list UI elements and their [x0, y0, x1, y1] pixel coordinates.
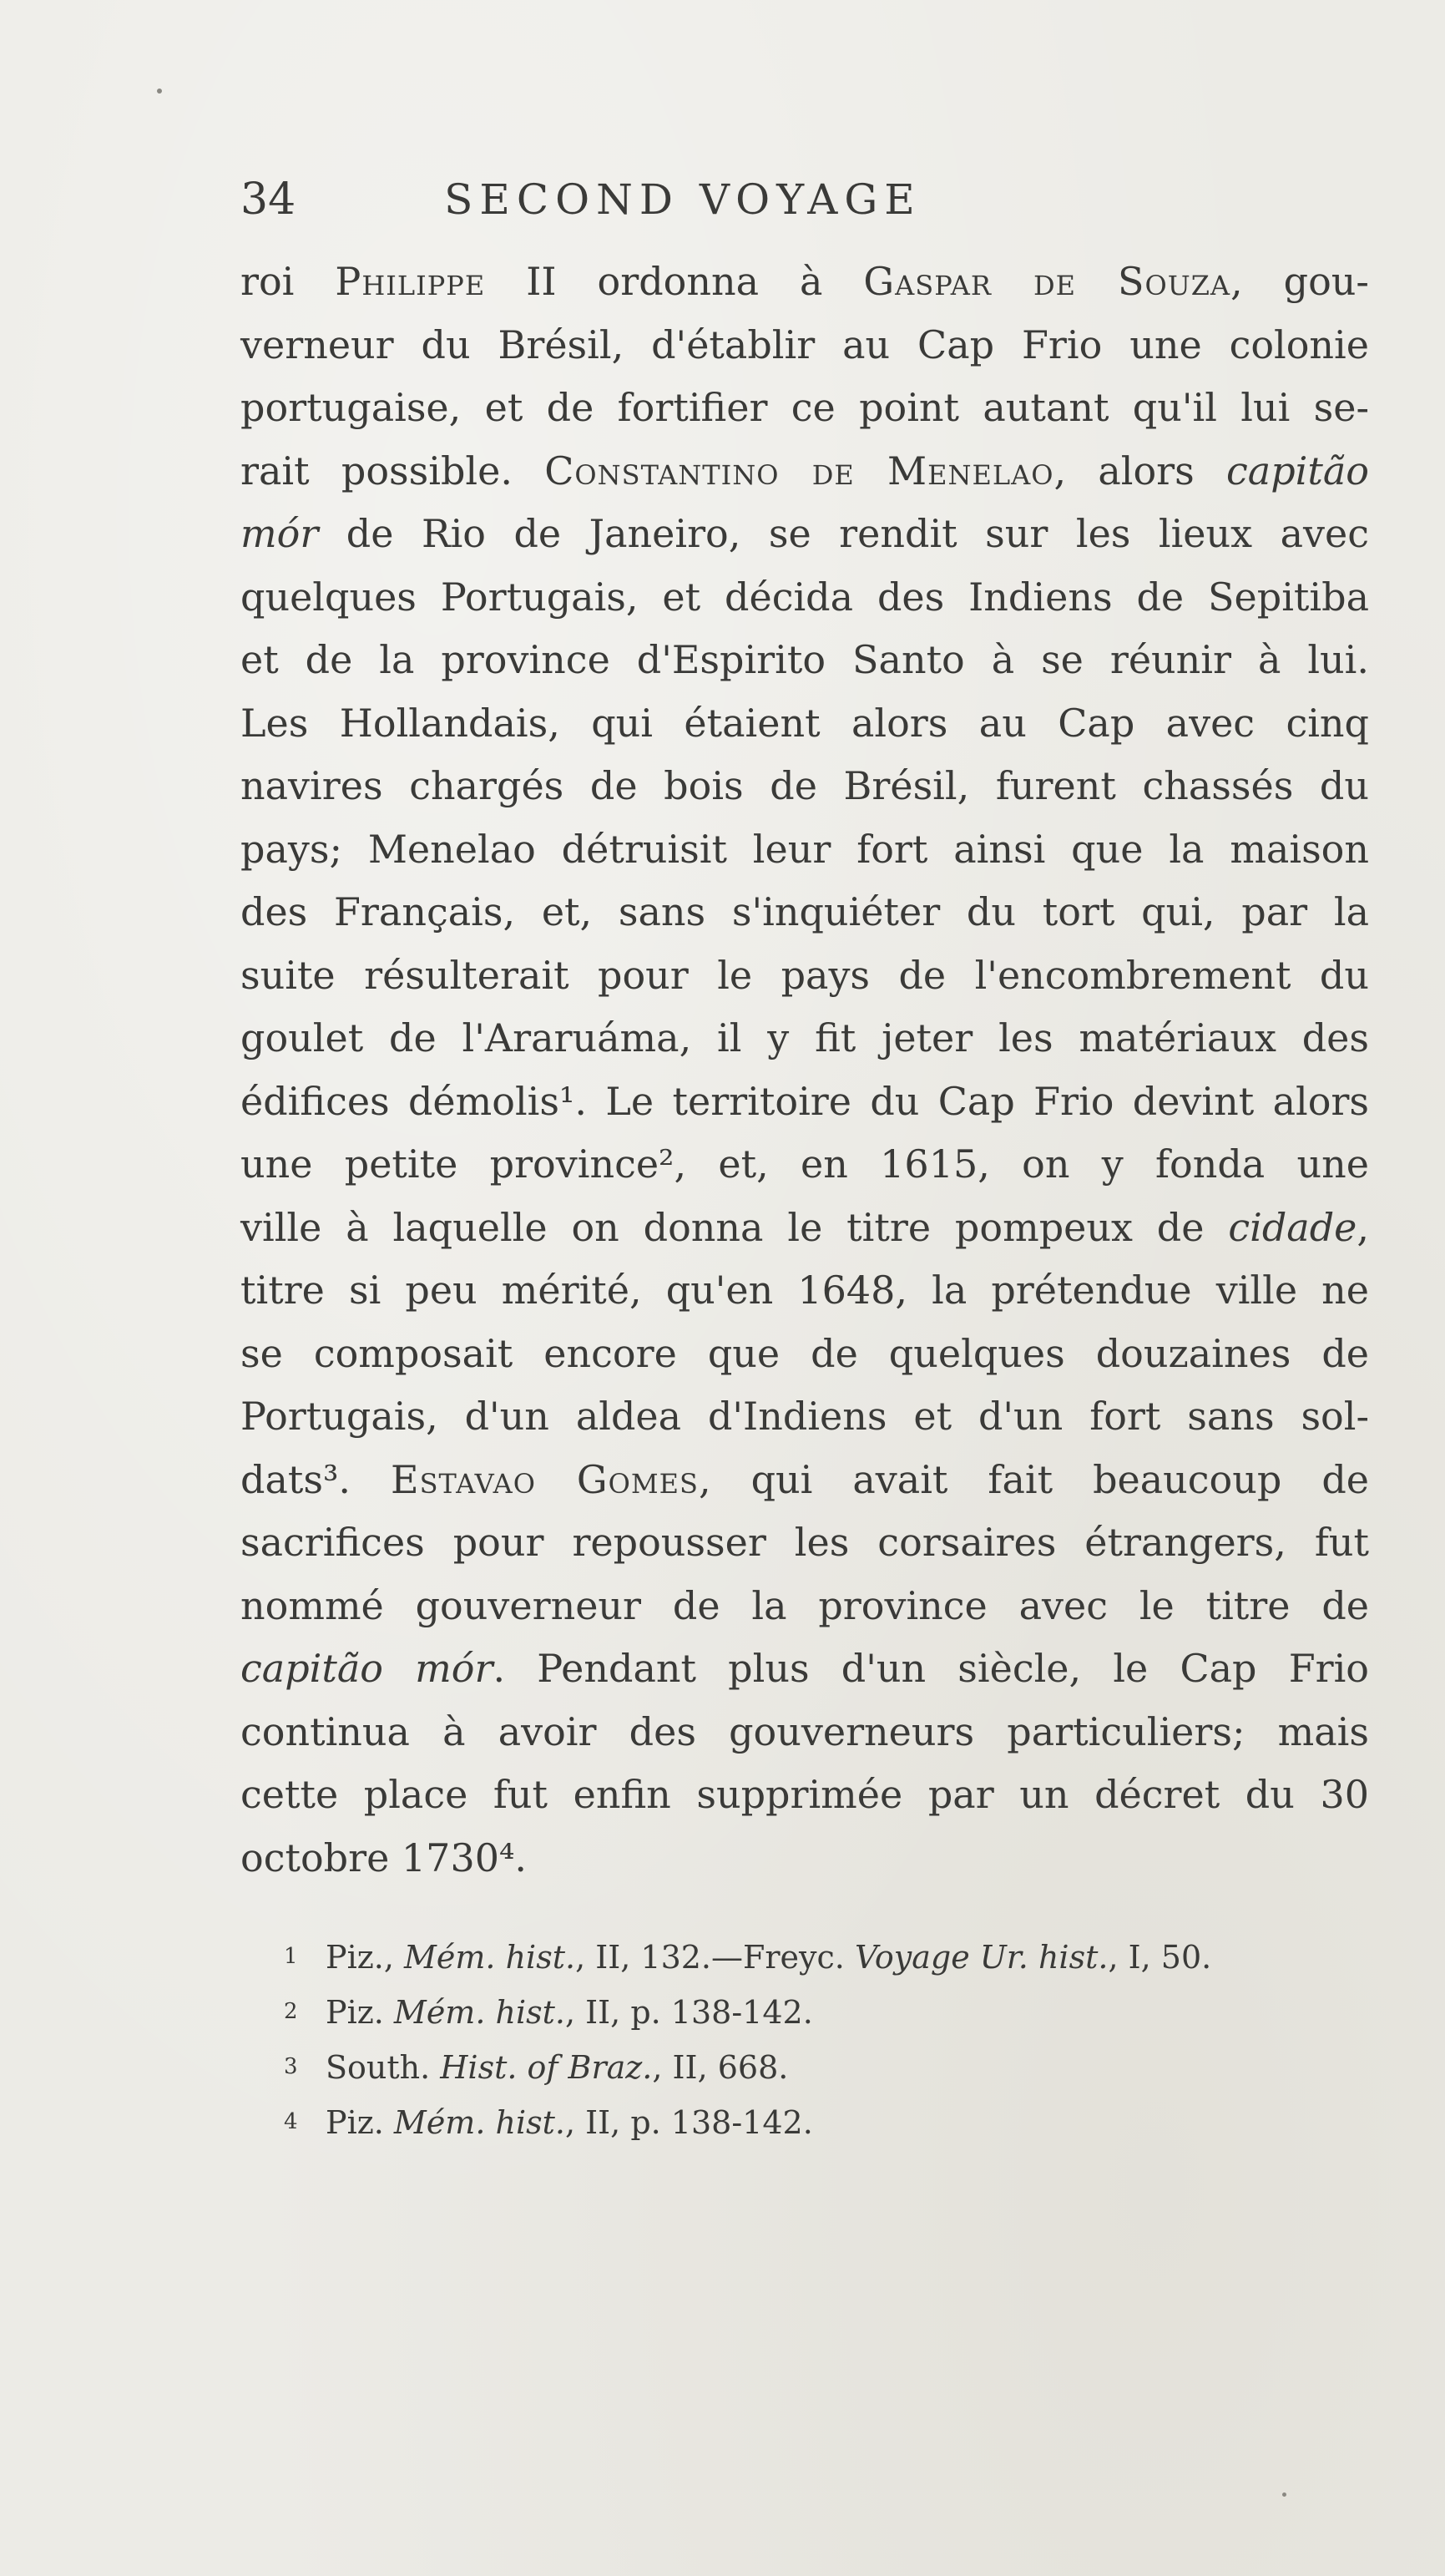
italic-term: Voyage Ur. hist. [854, 1939, 1109, 1976]
text-run: suite résulterait pour le pays de l'encombrement du [240, 952, 1369, 998]
italic-term: Hist. of Braz. [440, 2049, 653, 2086]
text-run: roi [240, 259, 336, 304]
footnote-mark: 3 [284, 2054, 298, 2079]
text-run: dats³. [240, 1456, 392, 1502]
text-line [240, 692, 1369, 756]
text-line [240, 1637, 1369, 1701]
text-run: de Rio de Janeiro, se rendit sur les lieux avec [318, 511, 1369, 556]
footnote [284, 2094, 1369, 2149]
italic-term: capitão mór [240, 1646, 493, 1691]
text-run: , [1357, 1204, 1369, 1250]
text-run: , II, 668. [652, 2049, 789, 2086]
proper-name: Estavao Gomes [391, 1456, 699, 1502]
text-run: pays; Menelao détruisit leur fort ainsi que la maison [240, 826, 1369, 872]
text-run: octobre 1730⁴. [240, 1835, 528, 1880]
footnote-mark: 1 [284, 1944, 298, 1969]
italic-term: capitão [1226, 448, 1369, 493]
text-run: titre si peu mérité, qu'en 1648, la prétendue ville ne [240, 1268, 1369, 1313]
text-run: Les Hollandais, qui étaient alors au Cap avec cinq [240, 700, 1369, 746]
text-run: nommé gouverneur de la province avec le titre de [240, 1582, 1369, 1628]
text-line [240, 881, 1369, 944]
text-line [240, 314, 1369, 377]
text-line [240, 1070, 1369, 1134]
text-line [240, 440, 1369, 504]
text-run: Piz., [326, 1939, 404, 1976]
italic-term: cidade [1228, 1204, 1357, 1250]
text-run: une petite province², et, en 1615, on y fonda une [240, 1141, 1369, 1187]
text-run: , I, 50. [1108, 1939, 1212, 1976]
text-run: navires chargés de bois de Brésil, furent chassés du [240, 763, 1369, 808]
text-run: Piz. [326, 1994, 394, 2031]
text-line [240, 1323, 1369, 1386]
italic-term: Mém. hist. [403, 1939, 576, 1976]
footnote [284, 1929, 1369, 1984]
running-head: SECOND VOYAGE [444, 175, 922, 224]
text-run: South. [326, 2049, 441, 2086]
text-run: Portugais, d'un aldea d'Indiens et d'un fort sans sol- [240, 1394, 1369, 1439]
text-run: goulet de l'Araruáma, il y fit jeter les matériaux des [240, 1015, 1369, 1060]
text-run: , II, p. 138-142. [564, 2104, 813, 2141]
text-run: ville à laquelle on donna le titre pompeux de [240, 1204, 1229, 1250]
body-text [240, 251, 1369, 1890]
italic-term: mór [240, 511, 319, 556]
text-line [240, 1385, 1369, 1449]
text-line [240, 629, 1369, 692]
text-line [240, 1764, 1369, 1827]
text-run: se composait encore que de quelques douzaines de [240, 1330, 1369, 1376]
text-run: verneur du Brésil, d'établir au Cap Frio une colonie [240, 321, 1369, 367]
page-header [240, 173, 1058, 226]
page-number: 34 [240, 175, 296, 225]
text-line [240, 251, 1369, 314]
proper-name: Philippe [335, 259, 486, 304]
text-run: et de la province d'Espirito Santo à se réunir à lui. [240, 637, 1369, 682]
text-run: , gou- [1230, 259, 1369, 304]
text-run: des Français, et, sans s'inquiéter du tort qui, par la [240, 889, 1369, 934]
proper-name: Constantino de Menelao [544, 448, 1054, 493]
text-run: , alors [1053, 448, 1227, 493]
text-line [240, 755, 1369, 818]
text-line [240, 1701, 1369, 1764]
text-run: sacrifices pour repousser les corsaires étrangers, fut [240, 1520, 1369, 1565]
footnotes [284, 1929, 1369, 2149]
text-run: rait possible. [240, 448, 545, 493]
footnote-mark: 2 [284, 1999, 298, 2024]
proper-name: Gaspar de Souza [863, 259, 1231, 304]
text-run: , qui avait fait beaucoup de [698, 1456, 1369, 1502]
text-line [240, 944, 1369, 1008]
text-run: , II, 132.—Freyc. [575, 1939, 855, 1976]
text-line [240, 566, 1369, 630]
text-run: édifices démolis¹. Le territoire du Cap Frio devint alors [240, 1078, 1369, 1124]
italic-term: Mém. hist. [393, 1994, 565, 2031]
text-run: II ordonna à [485, 259, 864, 304]
text-run: . Pendant plus d'un siècle, le Cap Frio [493, 1646, 1370, 1691]
text-line [240, 377, 1369, 440]
footnote [284, 1984, 1369, 2039]
paper-speck [1282, 2492, 1286, 2497]
text-line [240, 1575, 1369, 1638]
text-line [240, 503, 1369, 566]
text-line [240, 1449, 1369, 1512]
italic-term: Mém. hist. [393, 2104, 565, 2141]
text-run: quelques Portugais, et décida des Indiens de Sepitiba [240, 574, 1369, 620]
text-line [240, 1511, 1369, 1575]
footnote [284, 2039, 1369, 2094]
text-line [240, 818, 1369, 882]
paper-speck [157, 89, 162, 94]
text-line [240, 1827, 1369, 1890]
text-run: , II, p. 138-142. [564, 1994, 813, 2031]
text-line [240, 1007, 1369, 1070]
text-run: cette place fut enfin supprimée par un décret du 30 [240, 1772, 1369, 1817]
footnote-mark: 4 [284, 2109, 298, 2134]
text-run: Piz. [326, 2104, 394, 2141]
text-run: continua à avoir des gouverneurs particuliers; mais [240, 1708, 1369, 1754]
text-line [240, 1197, 1369, 1260]
text-line [240, 1133, 1369, 1197]
text-line [240, 1259, 1369, 1323]
text-run: portugaise, et de fortifier ce point autant qu'il lui se- [240, 385, 1369, 430]
